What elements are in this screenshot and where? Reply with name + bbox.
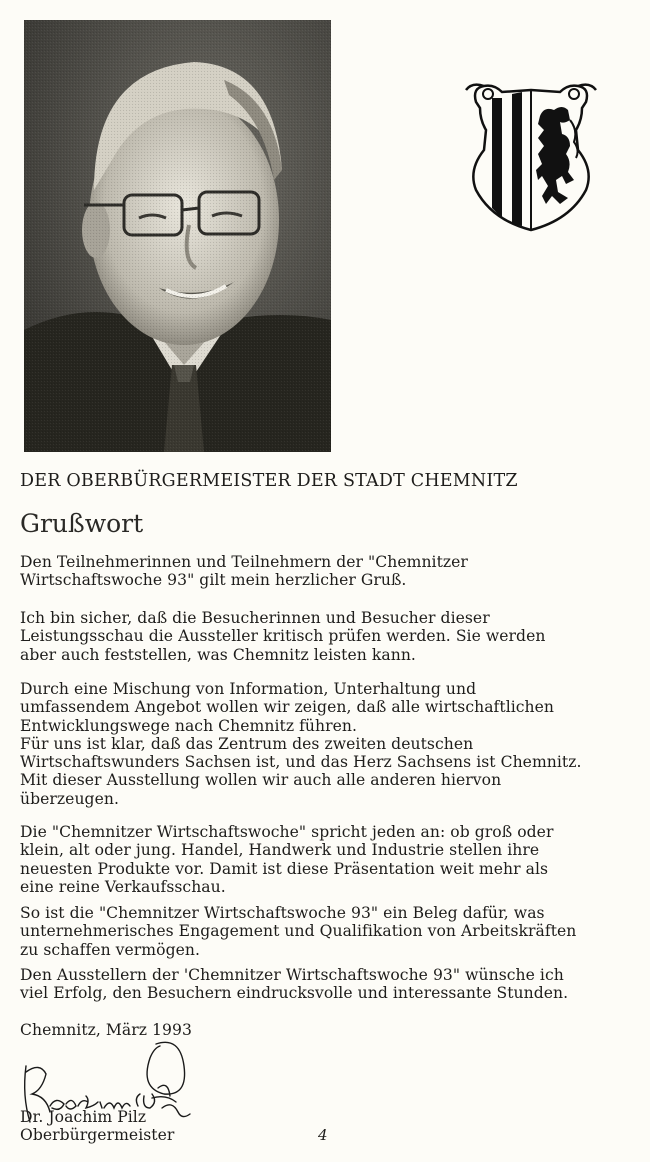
chemnitz-coat-of-arms (458, 80, 604, 232)
page-number: 4 (318, 1126, 328, 1144)
text-line: umfassendem Angebot wollen wir zeigen, daß alle wirtschaftlichen (20, 698, 555, 717)
page-heading: Grußwort (20, 509, 144, 538)
portrait-photo (24, 20, 331, 452)
text-line: Mit dieser Ausstellung wollen wir auch alle anderen hiervon (20, 771, 502, 790)
text-line: Wirtschaftswoche 93" gilt mein herzlicher Gruß. (20, 571, 407, 590)
text-line: eine reine Verkaufsschau. (20, 877, 226, 896)
paragraph-engagement (20, 904, 640, 959)
signer-block (20, 1108, 640, 1145)
text-line: Durch eine Mischung von Information, Unterhaltung und (20, 680, 477, 698)
text-line: zu schaffen vermögen. (20, 940, 200, 959)
paragraph-greeting (20, 553, 640, 590)
paragraph-wishes (20, 966, 640, 1003)
text-line: So ist die "Chemnitzer Wirtschaftswoche 93" ein Beleg dafür, was (20, 904, 545, 922)
place-date-text: Chemnitz, März 1993 (20, 1021, 192, 1039)
text-line: klein, alt oder jung. Handel, Handwerk und Industrie stellen ihre (20, 841, 540, 860)
signer-title: Oberbürgermeister (20, 1126, 175, 1145)
coat-of-arms-icon (458, 80, 604, 232)
text-line: aber auch feststellen, was Chemnitz leisten kann. (20, 645, 416, 664)
text-line: Wirtschaftswunders Sachsen ist, und das Herz Sachsens ist Chemnitz. (20, 753, 582, 772)
paragraph-visitors (20, 609, 640, 664)
text-line: Für uns ist klar, daß das Zentrum des zweiten deutschen (20, 734, 474, 753)
text-line: unternehmerisches Engagement und Qualifikation von Arbeitskräften (20, 922, 577, 941)
text-line: Den Teilnehmerinnen und Teilnehmern der "Chemnitzer (20, 553, 468, 571)
text-line: neuesten Produkte vor. Damit ist diese Präsentation weit mehr als (20, 859, 549, 878)
text-line: Die "Chemnitzer Wirtschaftswoche" spricht jeden an: ob groß oder (20, 823, 554, 841)
text-line: Leistungsschau die Aussteller kritisch prüfen werden. Sie werden (20, 627, 546, 646)
paragraph-audience (20, 823, 640, 896)
text-line: viel Erfolg, den Besuchern eindrucksvolle und interessante Stunden. (20, 984, 569, 1003)
paragraph-mission (20, 680, 640, 808)
office-title: DER OBERBÜRGERMEISTER DER STADT CHEMNITZ (20, 471, 518, 491)
text-line: überzeugen. (20, 789, 119, 808)
text-line: Ich bin sicher, daß die Besucherinnen und Besucher dieser (20, 609, 490, 627)
signer-name: Dr. Joachim Pilz (20, 1108, 147, 1126)
text-line: Entwicklungswege nach Chemnitz führen. (20, 716, 357, 735)
portrait-illustration (24, 20, 331, 452)
text-line: Den Ausstellern der 'Chemnitzer Wirtschaftswoche 93" wünsche ich (20, 966, 564, 984)
